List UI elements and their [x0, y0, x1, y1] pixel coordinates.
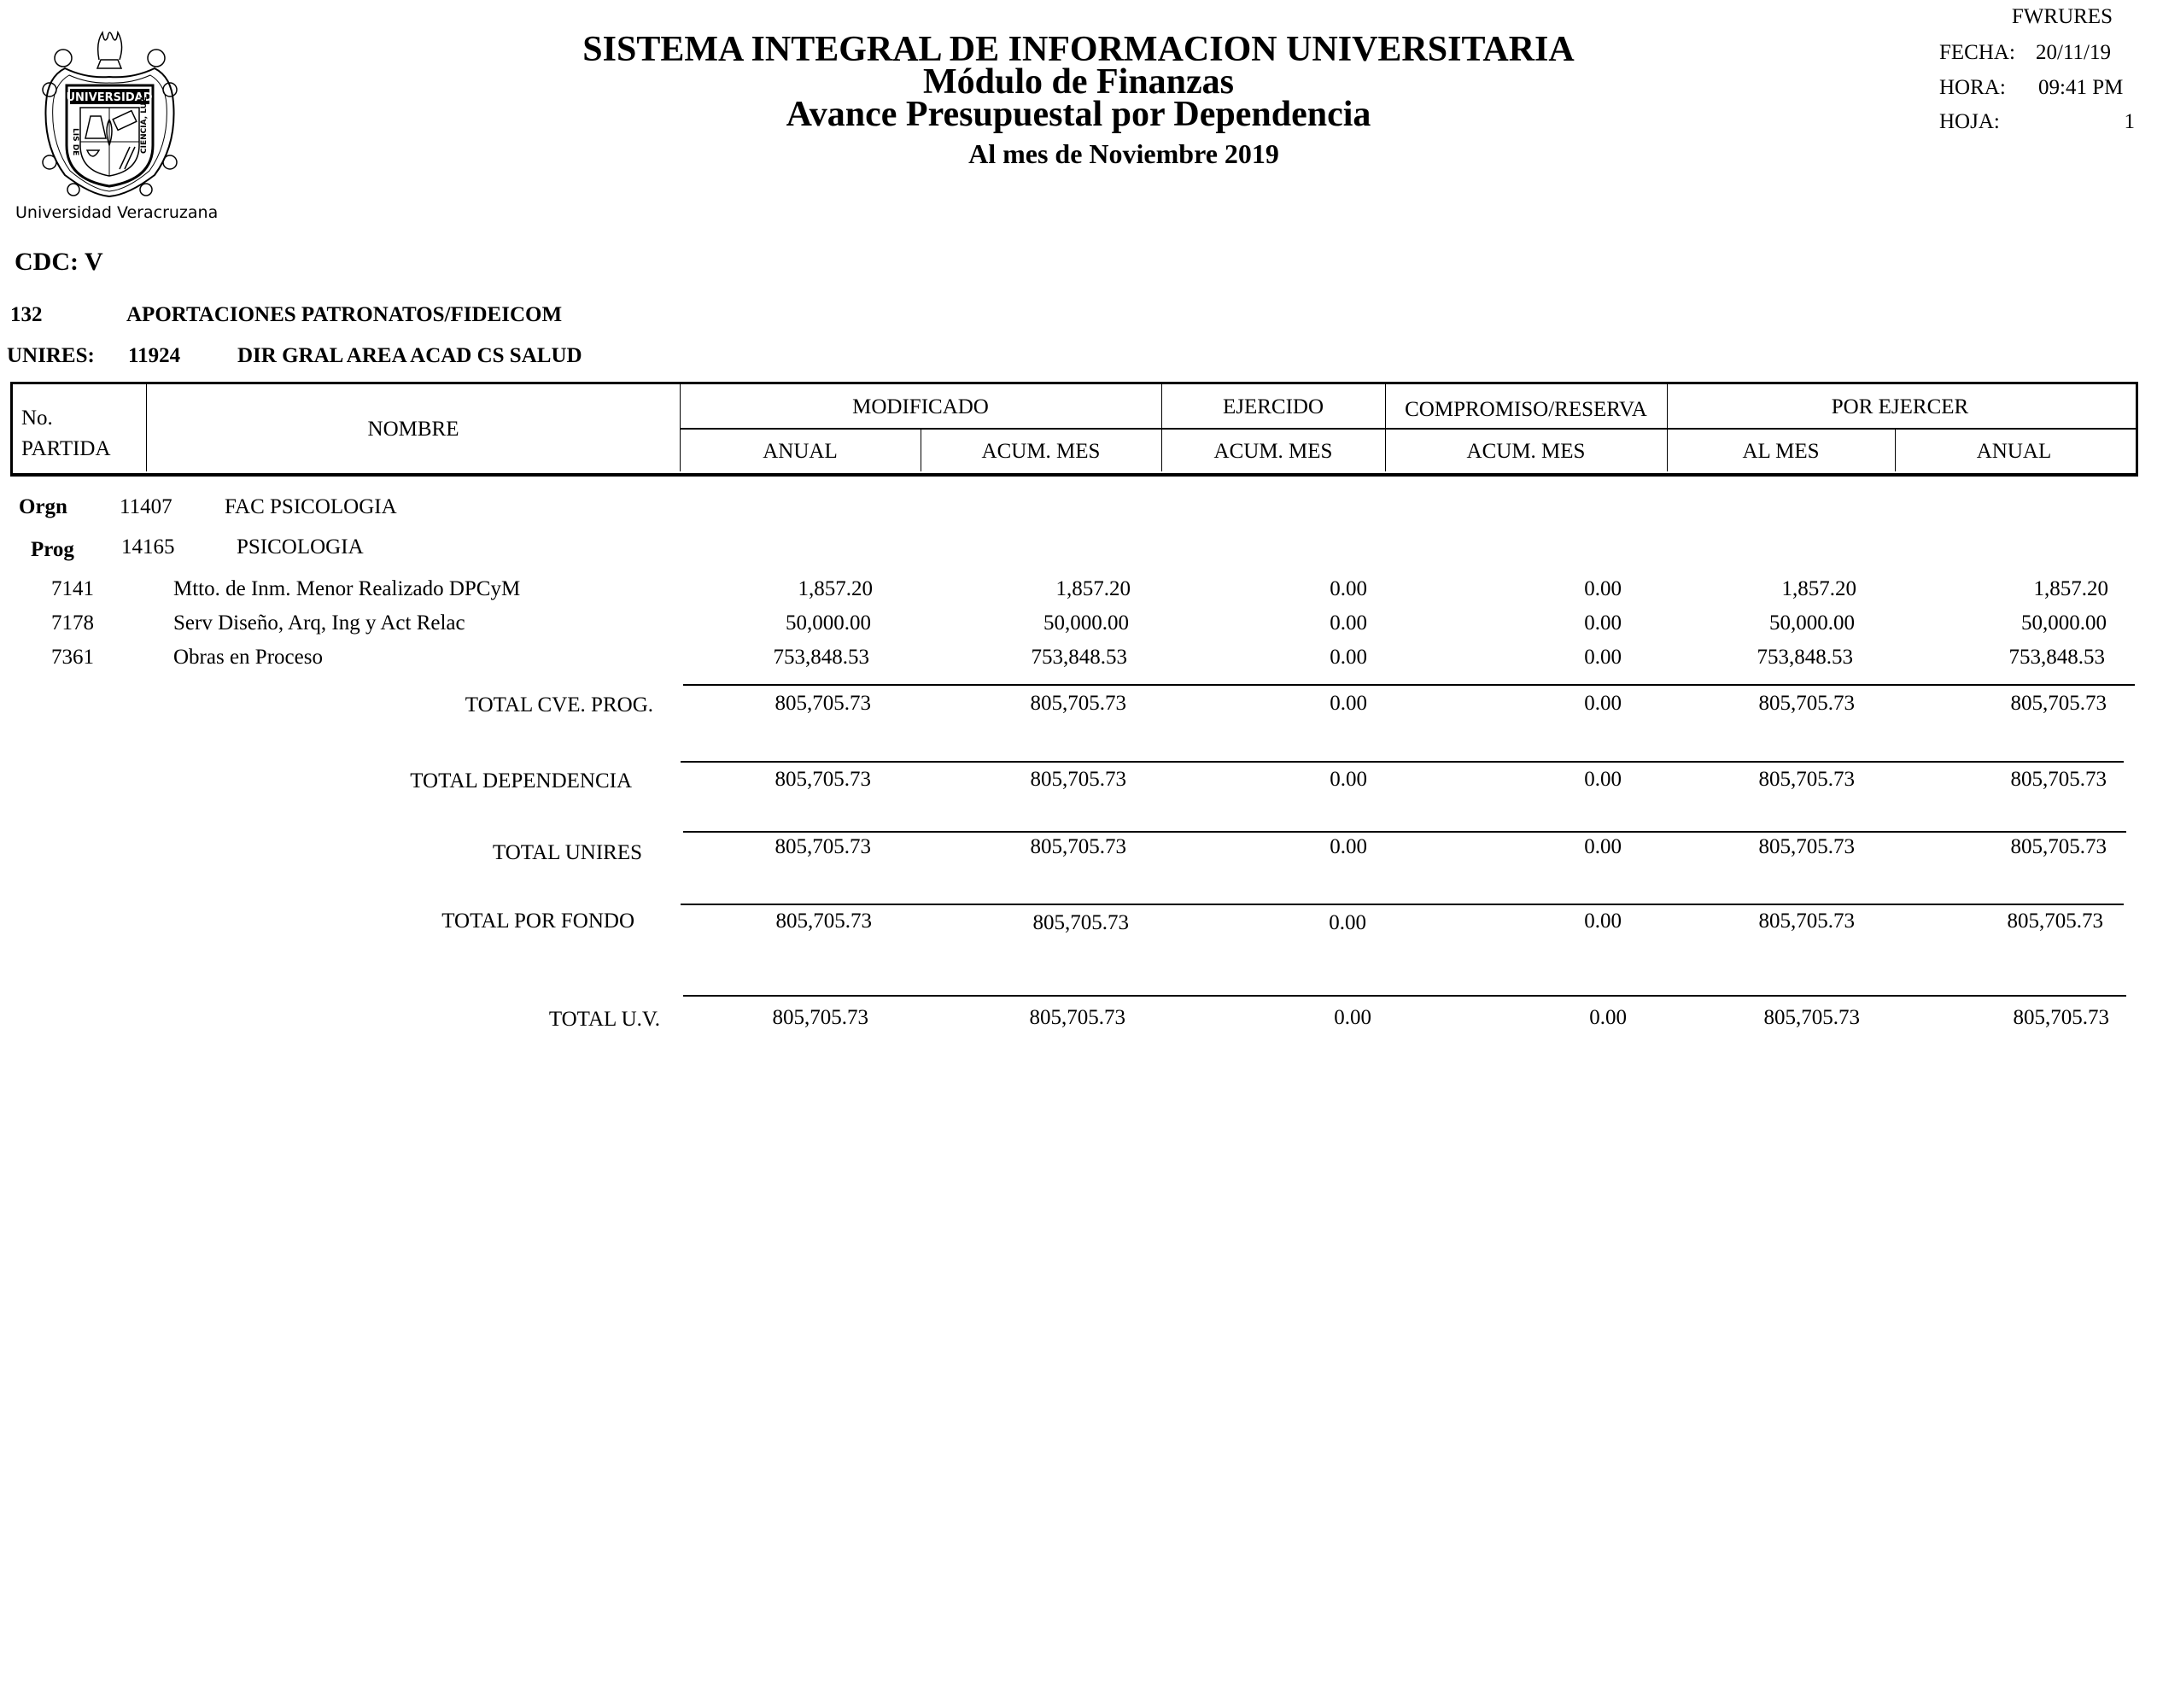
por-anual-value: 50,000.00 [2021, 611, 2107, 635]
header-mod-acum-mes: ACUM. MES [981, 440, 1101, 463]
partida-code: 7141 [51, 577, 94, 600]
header-por-ejercer: POR EJERCER [1831, 395, 1969, 418]
orgn-name: FAC PSICOLOGIA [225, 495, 397, 518]
unires-code: 11924 [128, 344, 181, 367]
por-anual-value: 1,857.20 [2033, 577, 2108, 600]
total-separator-line [683, 831, 2126, 833]
header-mod-anual: ANUAL [763, 440, 838, 463]
orgn-label: Orgn [19, 495, 67, 518]
total-separator-line [683, 684, 2135, 686]
por-al-mes-total: 805,705.73 [1758, 692, 1855, 715]
svg-text:CIENCIA, LUZ: CIENCIA, LUZ [140, 97, 149, 154]
module-title: Módulo de Finanzas [922, 62, 1235, 102]
unires-name: DIR GRAL AREA ACAD CS SALUD [237, 344, 582, 367]
hora-label: HORA: [1939, 76, 2006, 99]
mod-acum-mes-value: 1,857.20 [1055, 577, 1131, 600]
mod-acum-mes-total: 805,705.73 [1030, 835, 1126, 858]
total-separator-line [681, 761, 2124, 763]
compromiso-total: 0.00 [1584, 835, 1622, 858]
report-period: Al mes de Noviembre 2019 [968, 138, 1279, 169]
fondo-name: APORTACIONES PATRONATOS/FIDEICOM [126, 303, 563, 326]
orgn-code: 11407 [120, 495, 172, 518]
mod-acum-mes-total: 805,705.73 [1029, 1006, 1125, 1029]
hoja-label: HOJA: [1939, 110, 2000, 133]
unires-label: UNIRES: [7, 344, 95, 367]
svg-text:LIS DE: LIS DE [71, 128, 79, 156]
total-label: TOTAL DEPENDENCIA [410, 769, 632, 793]
compromiso-total: 0.00 [1589, 1006, 1627, 1029]
por-al-mes-total: 805,705.73 [1763, 1006, 1860, 1029]
header-por-al-mes: AL MES [1742, 440, 1820, 463]
ejercido-total: 0.00 [1334, 1006, 1371, 1029]
ejercido-total: 0.00 [1329, 911, 1366, 934]
partida-code: 7178 [51, 611, 94, 635]
header-comp-acum-mes: ACUM. MES [1466, 440, 1586, 463]
compromiso-value: 0.00 [1584, 611, 1622, 635]
mod-anual-total: 805,705.73 [772, 1006, 868, 1029]
header-ejercido: EJERCIDO [1222, 395, 1324, 418]
total-label: TOTAL U.V. [548, 1008, 660, 1031]
ejercido-total: 0.00 [1330, 768, 1367, 791]
ejercido-value: 0.00 [1330, 611, 1367, 635]
por-al-mes-value: 753,848.53 [1757, 646, 1853, 669]
por-al-mes-value: 1,857.20 [1781, 577, 1856, 600]
por-al-mes-total: 805,705.73 [1758, 835, 1855, 858]
fondo-code: 132 [10, 303, 43, 326]
header-compromiso: COMPROMISO/RESERVA [1405, 398, 1647, 421]
fecha-label: FECHA: [1939, 41, 2015, 64]
partida-name: Obras en Proceso [173, 646, 323, 669]
header-por-anual: ANUAL [1976, 440, 2052, 463]
partida-code: 7361 [51, 646, 94, 669]
compromiso-total: 0.00 [1584, 768, 1622, 791]
por-anual-total: 805,705.73 [2010, 835, 2107, 858]
hora-value: 09:41 PM [2038, 76, 2124, 99]
ejercido-total: 0.00 [1330, 835, 1367, 858]
report-title: Avance Presupuestal por Dependencia [786, 95, 1371, 134]
ejercido-value: 0.00 [1330, 577, 1367, 600]
logo-caption: Universidad Veracruzana [15, 203, 219, 222]
hoja-value: 1 [2124, 110, 2135, 133]
por-anual-total: 805,705.73 [2013, 1006, 2109, 1029]
total-label: TOTAL UNIRES [492, 841, 642, 864]
mod-anual-total: 805,705.73 [775, 768, 871, 791]
compromiso-value: 0.00 [1584, 577, 1622, 600]
por-anual-total: 805,705.73 [2010, 692, 2107, 715]
header-no: No. [21, 407, 53, 430]
mod-acum-mes-total: 805,705.73 [1030, 692, 1126, 715]
partida-name: Serv Diseño, Arq, Ing y Act Relac [173, 611, 465, 635]
prog-name: PSICOLOGIA [237, 535, 364, 559]
total-label: TOTAL POR FONDO [441, 910, 634, 933]
header-nombre: NOMBRE [367, 418, 459, 441]
compromiso-value: 0.00 [1584, 646, 1622, 669]
mod-anual-total: 805,705.73 [775, 910, 872, 933]
mod-anual-value: 1,857.20 [798, 577, 873, 600]
total-label: TOTAL CVE. PROG. [465, 693, 653, 717]
por-anual-value: 753,848.53 [2008, 646, 2105, 669]
compromiso-total: 0.00 [1584, 910, 1622, 933]
mod-anual-total: 805,705.73 [775, 692, 871, 715]
por-anual-total: 805,705.73 [2007, 910, 2103, 933]
system-title: SISTEMA INTEGRAL DE INFORMACION UNIVERSITARIA [582, 30, 1575, 69]
header-modificado: MODIFICADO [852, 395, 989, 418]
por-al-mes-total: 805,705.73 [1758, 768, 1855, 791]
mod-anual-value: 50,000.00 [786, 611, 871, 635]
total-separator-line [683, 995, 2126, 997]
prog-code: 14165 [121, 535, 175, 559]
fecha-value: 20/11/19 [2036, 41, 2111, 64]
header-ej-acum-mes: ACUM. MES [1213, 440, 1333, 463]
prog-label: Prog [31, 538, 74, 561]
report-code: FWRURES [2011, 5, 2113, 28]
partida-name: Mtto. de Inm. Menor Realizado DPCyM [173, 577, 521, 600]
mod-acum-mes-value: 753,848.53 [1031, 646, 1127, 669]
ejercido-value: 0.00 [1330, 646, 1367, 669]
cdc-label: CDC: V [15, 248, 103, 276]
svg-text:UNIVERSIDAD: UNIVERSIDAD [66, 91, 153, 104]
mod-anual-total: 805,705.73 [775, 835, 871, 858]
total-separator-line [681, 904, 2124, 905]
por-al-mes-value: 50,000.00 [1769, 611, 1855, 635]
compromiso-total: 0.00 [1584, 692, 1622, 715]
mod-anual-value: 753,848.53 [773, 646, 869, 669]
por-al-mes-total: 805,705.73 [1758, 910, 1855, 933]
mod-acum-mes-total: 805,705.73 [1030, 768, 1126, 791]
mod-acum-mes-total: 805,705.73 [1032, 911, 1129, 934]
header-partida: PARTIDA [21, 437, 111, 460]
mod-acum-mes-value: 50,000.00 [1043, 611, 1129, 635]
header-mid-line [680, 428, 2136, 430]
por-anual-total: 805,705.73 [2010, 768, 2107, 791]
ejercido-total: 0.00 [1330, 692, 1367, 715]
